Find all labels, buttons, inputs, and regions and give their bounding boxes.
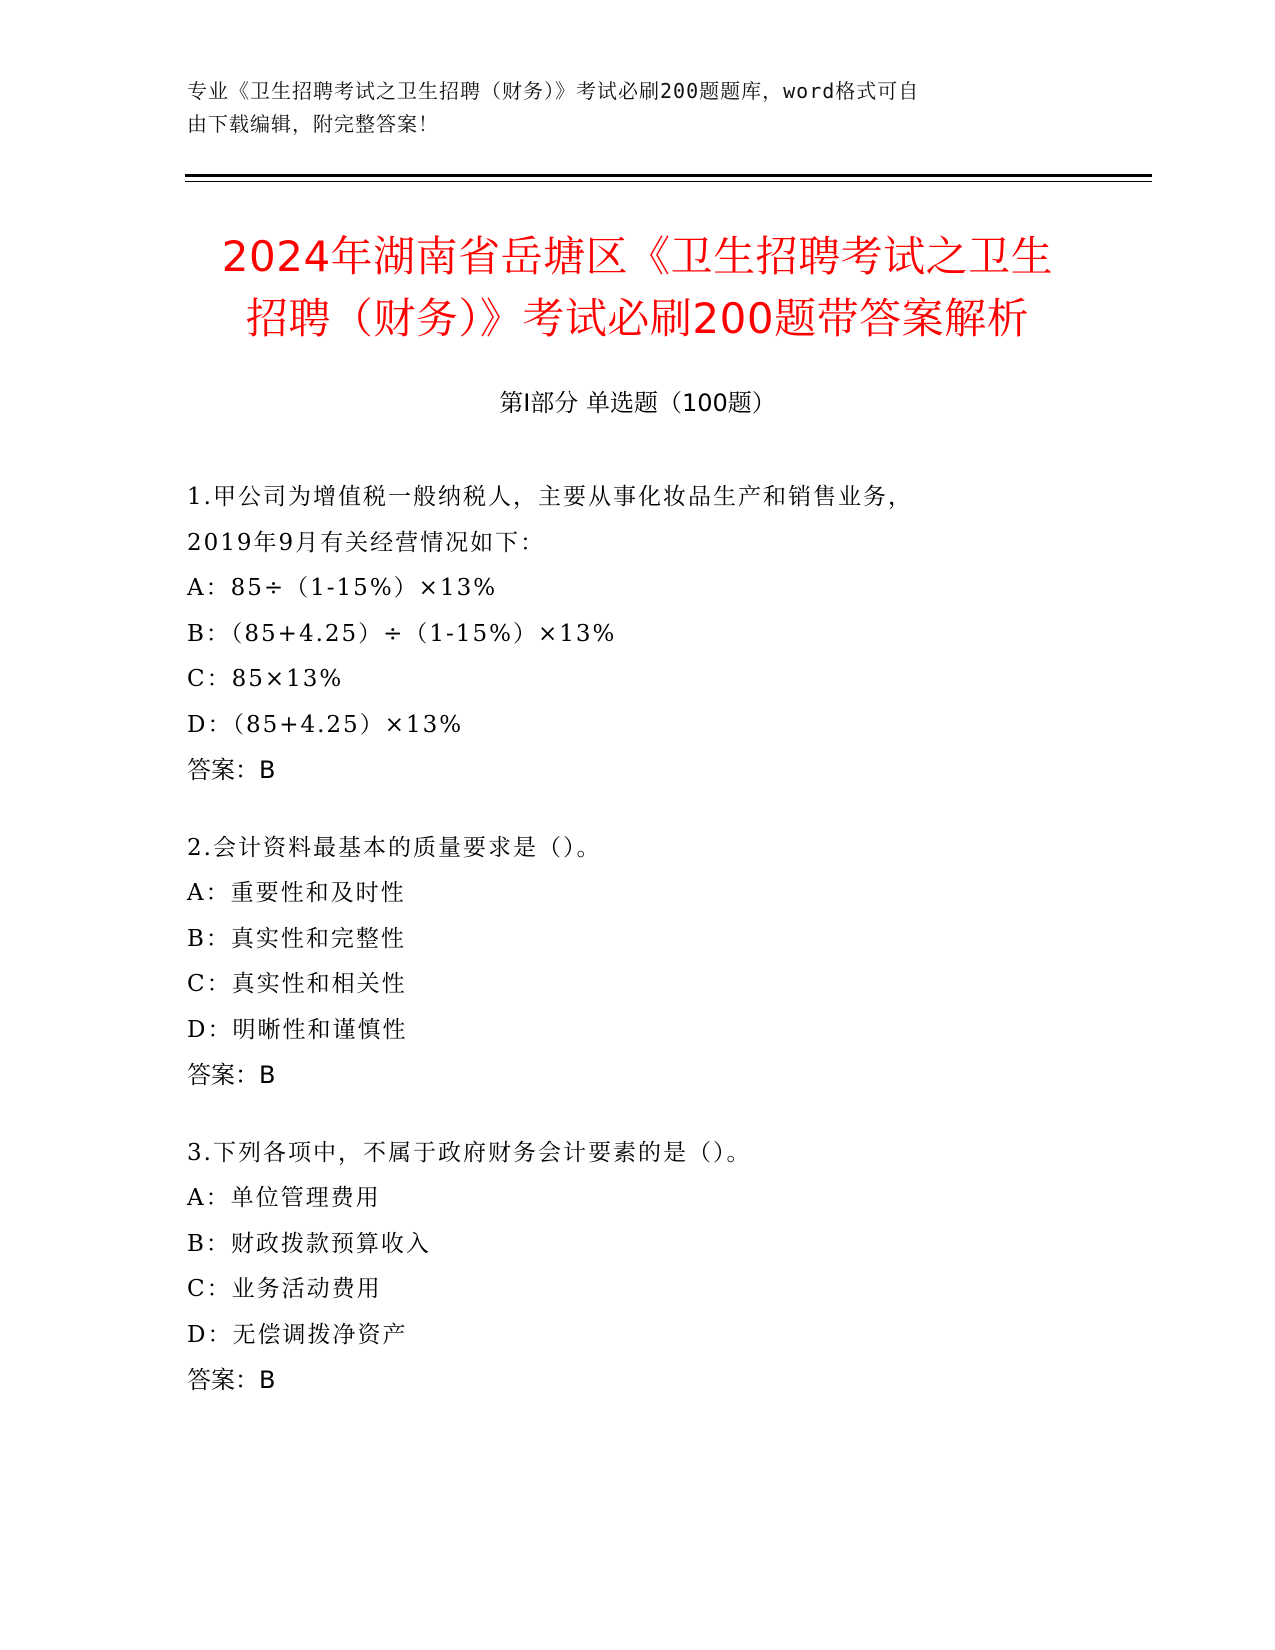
document-title	[150, 226, 1125, 350]
answer: 答案：B	[187, 756, 276, 784]
question-stem: 2.会计资料最基本的质量要求是（）。	[187, 834, 602, 861]
question-2	[187, 826, 1087, 1099]
header-divider-thick	[185, 174, 1152, 177]
document-title-line-2: 招聘（财务）》考试必刷200题带答案解析	[245, 294, 1030, 343]
option-c: C：真实性和相关性	[187, 971, 407, 997]
option-b: B：真实性和完整性	[187, 925, 406, 952]
answer: 答案：B	[187, 1061, 276, 1089]
header-note-line-2: 由下载编辑，附完整答案！	[187, 112, 439, 136]
section-heading: 第Ⅰ部分 单选题（100题）	[499, 389, 776, 417]
question-list	[187, 475, 1087, 1436]
option-a: A：重要性和及时性	[187, 880, 406, 906]
option-d: D：无偿调拨净资产	[187, 1321, 408, 1348]
header-note-line-1: 专业《卫生招聘考试之卫生招聘（财务）》考试必刷200题题库，word格式可自	[187, 79, 920, 103]
option-a: A：85÷（1-15%）×13%	[187, 575, 498, 601]
header-divider-thin	[185, 181, 1152, 182]
option-d: D：明晰性和谨慎性	[187, 1016, 408, 1043]
option-d: D：（85+4.25）×13%	[187, 711, 464, 738]
option-b: B：财政拨款预算收入	[187, 1230, 431, 1257]
header-note	[187, 75, 1087, 141]
option-c: C：85×13%	[187, 666, 344, 692]
question-stem: 3.下列各项中，不属于政府财务会计要素的是（）。	[187, 1139, 752, 1166]
option-b: B：（85+4.25）÷（1-15%）×13%	[187, 620, 617, 647]
document-title-line-1: 2024年湖南省岳塘区《卫生招聘考试之卫生	[221, 232, 1054, 281]
question-3	[187, 1131, 1087, 1404]
answer: 答案：B	[187, 1366, 276, 1394]
question-stem: 1.甲公司为增值税一般纳税人，主要从事化妆品生产和销售业务，	[187, 484, 913, 510]
option-c: C：业务活动费用	[187, 1276, 382, 1302]
question-stem-continued: 2019年9月有关经营情况如下：	[187, 529, 546, 556]
option-a: A：单位管理费用	[187, 1185, 381, 1211]
question-1	[187, 475, 1087, 794]
